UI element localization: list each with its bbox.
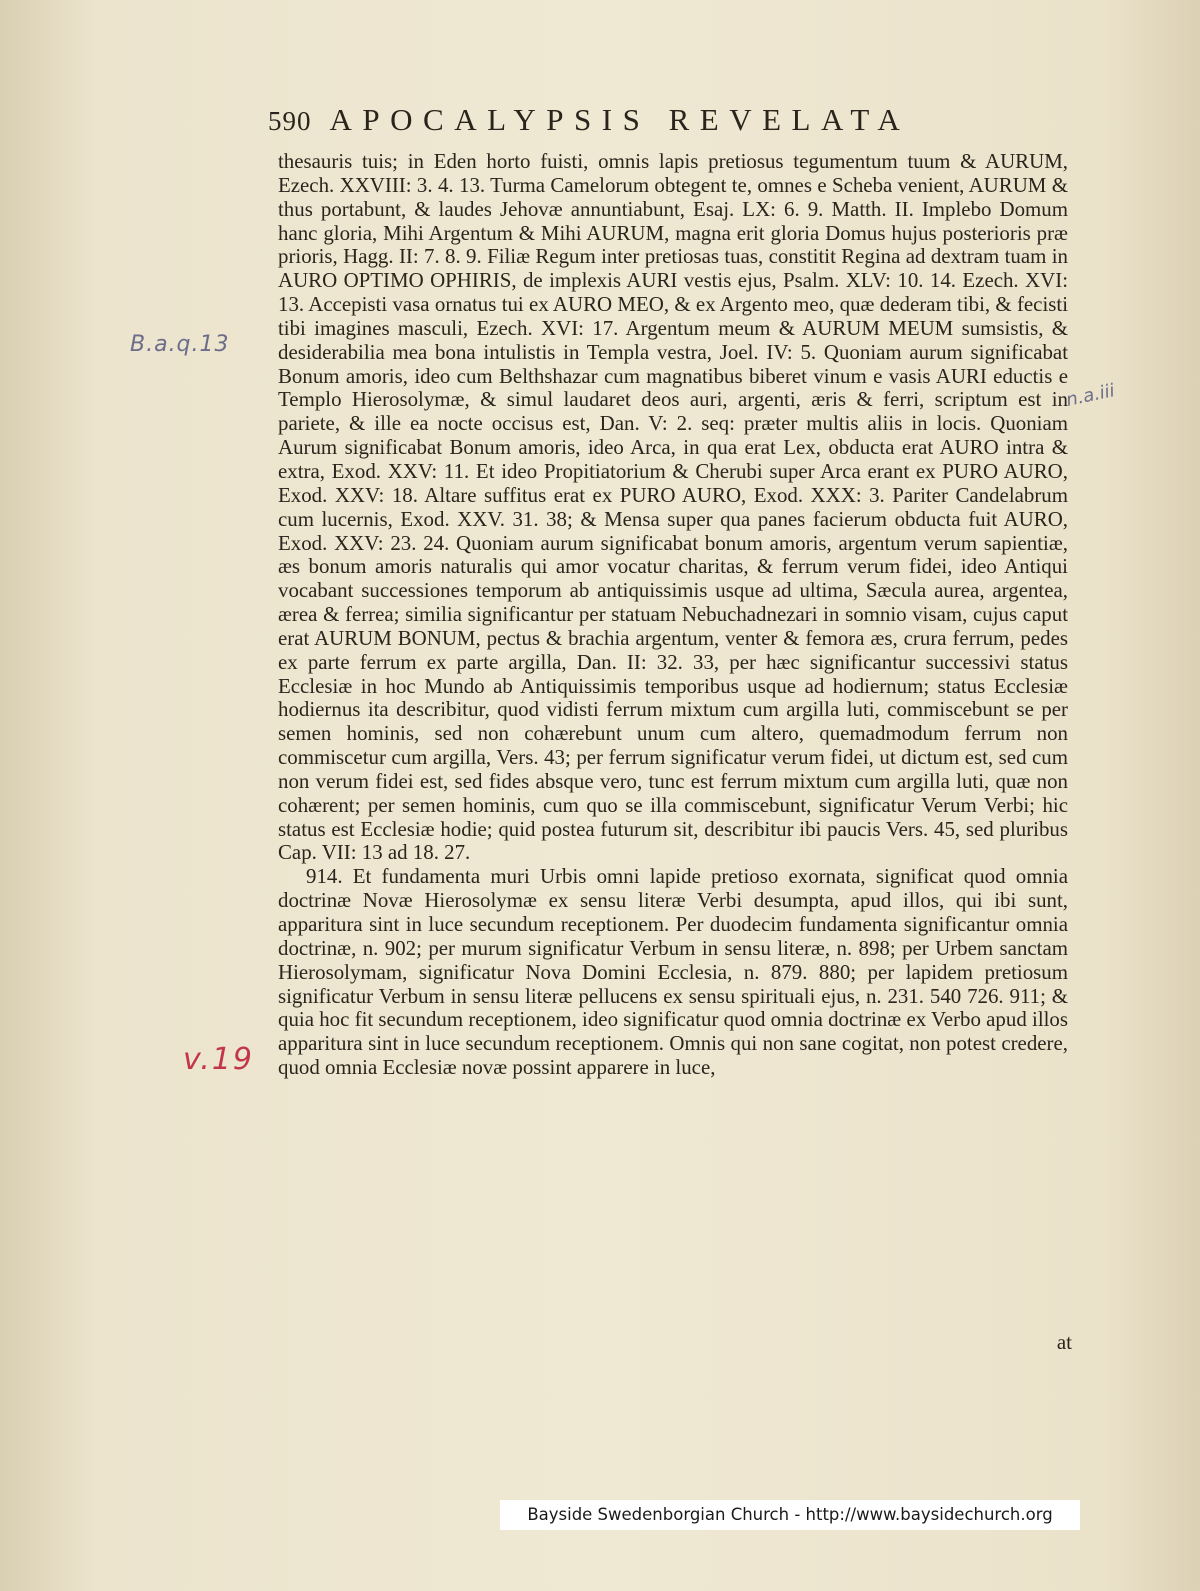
body-text (278, 150, 1068, 1350)
paragraph-continued: thesauris tuis; in Eden horto fuisti, omnis lapis pretiosus tegumentum tuum & AURUM, Ezech. XXVIII: 3. 4. 13. Turma Camelorum obtegent te, omnes e Scheba venient, AURUM & thus portabunt, & laudes Jehovæ annuntiabunt, Esaj. LX: 6. 9. Matth. II. Implebo Domum hanc gloria, Mihi Argentum & Mihi AURUM, magna erit gloria Domus hujus posterioris præ prioris, Hagg. II: 7. 8. 9. Filiæ Regum inter pretiosas tuas, constitit Regina ad dextram tuam in AURO OPTIMO OPHIRIS, de implexis AURI vestis ejus, Psalm. XLV: 10. 14. Ezech. XVI: 13. Accepisti vasa ornatus tui ex AURO MEO, & ex Argento meo, quæ dederam tibi, & fecisti tibi imagines masculi, Ezech. XVI: 17. Argentum meum & AURUM MEUM sumsistis, & desiderabilia mea bona intulistis in Templa vestra, Joel. IV: 5. Quoniam aurum significabat Bonum amoris, ideo cum Belthshazar cum magnatibus biberet vinum e vasis AURI eductis e Templo Hierosolymæ, & simul laudaret deos auri, argenti, æris & ferri, scriptum est in pariete, & ille ea nocte occisus est, Dan. V: 2. seq: præter multis aliis in locis. Quoniam Aurum significabat Bonum amoris, ideo Arca, in qua erat Lex, obducta erat AURO intra & extra, Exod. XXV: 11. Et ideo Propitiatorium & Cherubi super Arca erant ex PURO AURO, Exod. XXV: 18. Altare suffitus erat ex PURO AURO, Exod. XXX: 3. Pariter Candelabrum cum lucernis, Exod. XXV. 31. 38; & Mensa super qua panes facierum obducta fuit AURO, Exod. XXV: 23. 24. Quoniam aurum significabat bonum amoris, argentum verum sapientiæ, æs bonum amoris naturalis qui amor vocatur charitas, & ferrum verum fidei, ideo Antiqui vocabant successiones temporum ab antiquissimis usque ad ultima, Sæcula aurea, argentea, ærea & ferrea; similia significantur per statuam Nebuchadnezari in somnio visam, cujus caput erat AURUM BONUM, pectus & brachia argentum, venter & femora æs, crura ferrum, pedes ex parte ferrum ex parte argilla, Dan. II: 32. 33, per hæc significantur successivi status Ecclesiæ in hoc Mundo ab Antiquissimis temporibus usque ad hodiernum; status Ecclesiæ hodiernus ita describitur, quod vidisti ferrum mixtum cum argilla luti, commiscebunt se per semen hominis, sed non cohærebunt unum cum altero, quemadmodum ferrum non commiscetur cum argilla, Vers. 43; per ferrum significatur verum fidei, ut dictum est, sed cum non verum fidei est, sed fides absque vero, tunc est ferrum mixtum cum argilla luti, quæ non cohærent; per semen hominis, cum quo se illa commiscebunt, significatur Verum Verbi; hic status est Ecclesiæ hodie; quid postea futurum sit, describitur ibi paucis Vers. 45, sed pluribus Cap. VII: 13 ad 18. 27. (278, 149, 1068, 865)
margin-note-red: v.19 (183, 1042, 255, 1077)
margin-note-right: n.a.iii (1064, 380, 1117, 411)
page-number: 590 (268, 106, 312, 136)
footer-credit: Bayside Swedenborgian Church - http://www.baysidechurch.org (500, 1500, 1080, 1530)
paragraph-914: 914. Et fundamenta muri Urbis omni lapide pretioso exornata, significat quod omnia doctrinæ Novæ Hierosolymæ ex sensu literæ Verbi desumpta, apud illos, qui ibi sunt, apparitura sint in luce secundum receptionem. Per duodecim fundamenta significantur omnia doctrinæ, n. 902; per murum significatur Verbum in sensu literæ, n. 898; per Urbem sanctam Hierosolymam, significatur Nova Domini Ecclesia, n. 879. 880; per lapidem pretiosum significatur Verbum in sensu literæ pellucens ex sensu spirituali ejus, n. 231. 540 726. 911; & quia hoc fit secundum receptionem, ideo significatur quod omnia doctrinæ ex Verbo apud illos apparitura sint in luce secundum receptionem. Omnis qui non sane cogitat, non potest credere, quod omnia Ecclesiæ novæ possint apparere in luce, (278, 864, 1068, 1080)
margin-note-left: B.a.q.13 (130, 332, 230, 357)
running-title: APOCALYPSIS REVELATA (329, 102, 911, 137)
running-head (268, 102, 1028, 148)
catchword: at (1056, 1330, 1072, 1354)
